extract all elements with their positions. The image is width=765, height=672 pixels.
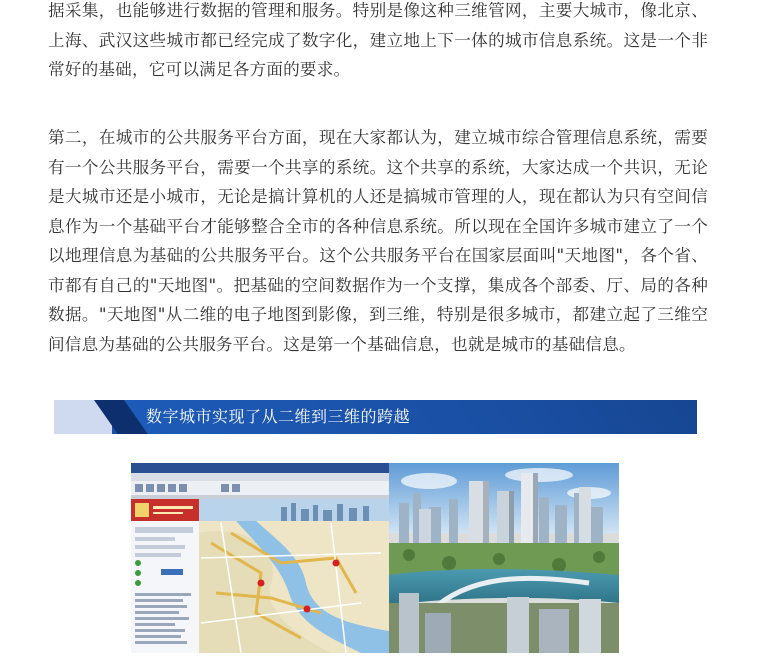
paragraph-2: 第二，在城市的公共服务平台方面，现在大家都认为，建立城市综合管理信息系统，需要有一个公共服务平台，需要一个共享的系统。这个共享的系统，大家达成一个共识，无论是大城市还是小城市，无论是搞计算机的人还是搞城市管理的人，现在都认为只有空间信息作为一个基础平台才能够整合全市的各种信息系统。所以现在全国许多城市建立了一个以地理信息为基础的公共服务平台。这个公共服务平台在国家层面叫"天地图"，各个省、市都有自己的"天地图"。把基础的空间数据作为一个支撑，集成各个部委、厅、局的各种数据。"天地图"从二维的电子地图到影像，到三维，特别是很多城市，都建立起了三维空间信息为基础的公共服务平台。这是第一个基础信息，也就是城市的基础信息。: [48, 128, 708, 354]
map-app-graphic: [131, 463, 389, 653]
section-banner: [54, 400, 697, 434]
paragraph-1: 据采集，也能够进行数据的管理和服务。特别是像这种三维管网，主要大城市，像北京、上海、武汉这些城市都已经完成了数字化，建立地上下一体的城市信息系统。这是一个非常好的基础，它可以满足各方面的要求。: [48, 1, 708, 79]
city-3d-rendering: [389, 463, 619, 653]
app-emblem: [135, 503, 149, 517]
map-app-screenshot: [131, 463, 389, 653]
city-3d-graphic: [389, 463, 619, 653]
illustration-image: [131, 463, 619, 653]
menu-bar: [131, 473, 389, 481]
window-titlebar: [131, 463, 389, 473]
banner-title: 数字城市实现了从二维到三维的跨越: [146, 407, 411, 426]
